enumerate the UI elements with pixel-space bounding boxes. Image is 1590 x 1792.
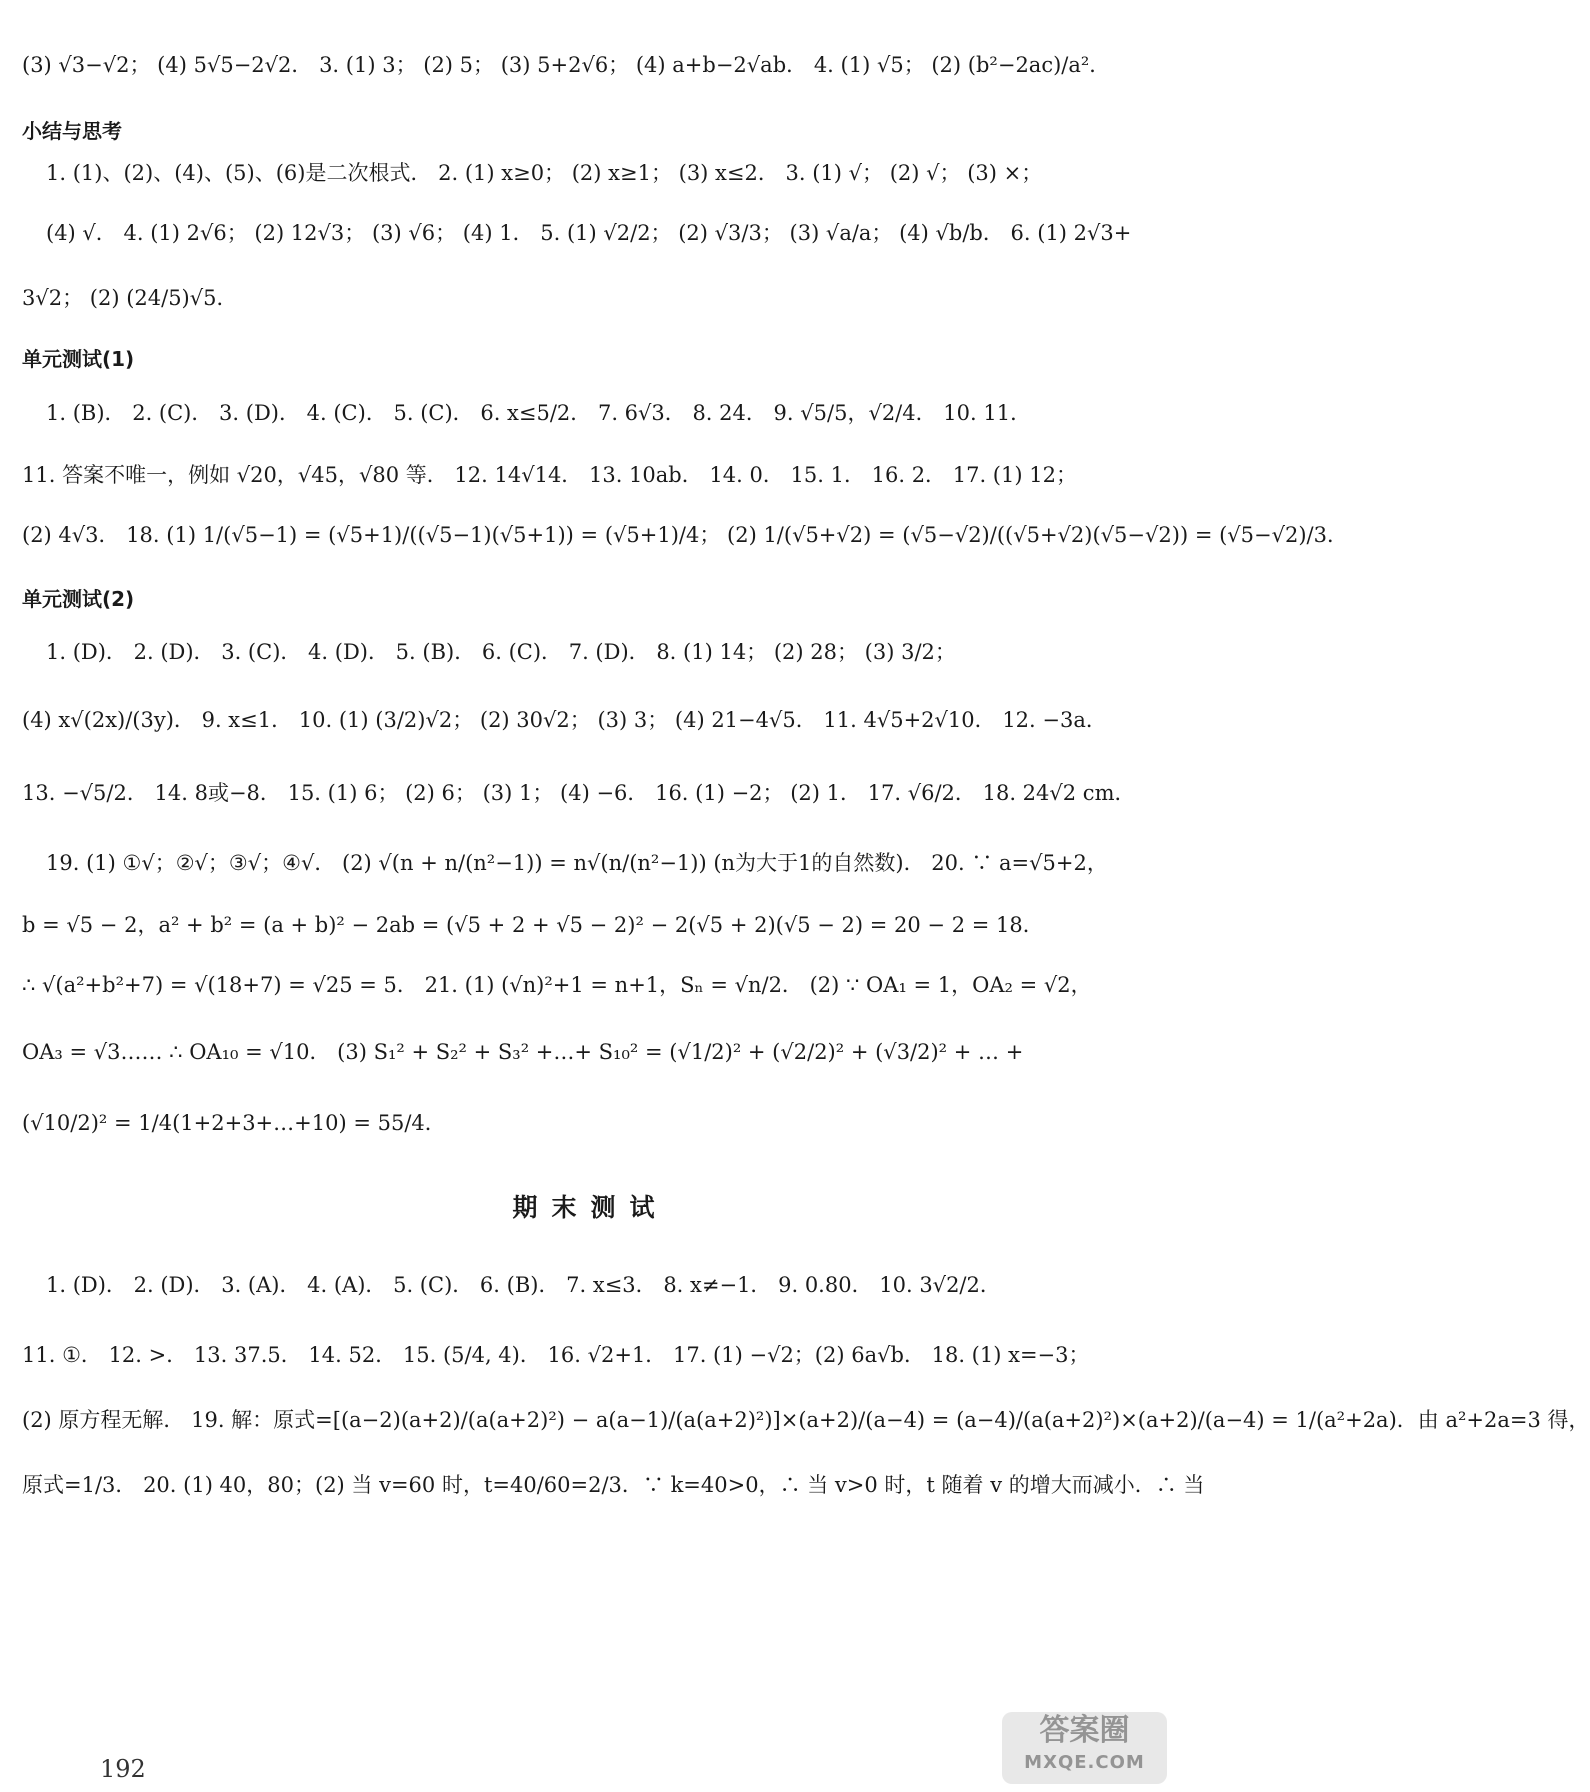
answer-line: 原式=1/3． 20. (1) 40，80；(2) 当 v=60 时，t=40/60=2/3．∵ k=40>0，∴ 当 v>0 时，t 随着 v 的增大而减小．∴ 当 <box>22 1473 1205 1497</box>
answer-line: (2) 4√3． 18. (1) 1/(√5−1) = (√5+1)/((√5−1)(√5+1)) = (√5+1)/4； (2) 1/(√5+√2) = (√5−√2)/((√5+√2)(√5−√2)) = (√5−√2)/3． <box>22 523 1348 547</box>
answer-line: 3√2； (2) (24/5)√5． <box>22 286 238 310</box>
answer-line: OA₃ = √3…… ∴ OA₁₀ = √10． (3) S₁² + S₂² + S₃² +…+ S₁₀² = (√1/2)² + (√2/2)² + (√3/2)² + … + <box>22 1040 1024 1064</box>
answer-line: b = √5 − 2，a² + b² = (a + b)² − 2ab = (√5 + 2 + √5 − 2)² − 2(√5 + 2)(√5 − 2) = 20 − 2 = 18． <box>22 913 1044 937</box>
answer-line: 1. (B)． 2. (C)． 3. (D)． 4. (C)． 5. (C)． 6. x≤5/2． 7. 6√3． 8. 24． 9. √5/5，√2/4． 10. 11． <box>46 401 1032 425</box>
section-heading-unit-test-2: 单元测试(2) <box>22 587 135 611</box>
answer-line: 13. −√5/2． 14. 8或−8． 15. (1) 6； (2) 6； (3) 1； (4) −6． 16. (1) −2； (2) 1． 17. √6/2． 18. 24√2 cm． <box>22 781 1136 805</box>
answer-line: (4) √． 4. (1) 2√6； (2) 12√3； (3) √6； (4) 1． 5. (1) √2/2； (2) √3/3； (3) √a/a； (4) √b/b． 6. (1) 2√3+ <box>46 221 1132 245</box>
answer-line: (4) x√(2x)/(3y)． 9. x≤1． 10. (1) (3/2)√2； (2) 30√2； (3) 3； (4) 21−4√5． 11. 4√5+2√10． 12. −3a． <box>22 708 1107 732</box>
section-title-final-test: 期末测试 <box>512 1193 669 1222</box>
page-number: 192 <box>100 1755 146 1783</box>
answer-line: 11. ①． 12. >． 13. 37.5． 14. 52． 15. (5/4, 4)． 16. √2+1． 17. (1) −√2；(2) 6a√b． 18. (1) x=−3； <box>22 1343 1090 1367</box>
answer-line: 1. (1)、(2)、(4)、(5)、(6)是二次根式． 2. (1) x≥0； (2) x≥1； (3) x≤2． 3. (1) √； (2) √； (3) ×； <box>46 161 1043 185</box>
answer-line: 1. (D)． 2. (D)． 3. (C)． 4. (D)． 5. (B)． 6. (C)． 7. (D)． 8. (1) 14； (2) 28； (3) 3/2； <box>46 640 956 664</box>
watermark-url: MXQE.COM <box>1024 1752 1145 1773</box>
watermark-text: 答案圈 <box>1039 1713 1130 1748</box>
answer-line: 19. (1) ①√；②√；③√；④√． (2) √(n + n/(n²−1)) = n√(n/(n²−1)) (n为大于1的自然数)． 20. ∵ a=√5+2， <box>46 851 1108 875</box>
answer-line: 1. (D)． 2. (D)． 3. (A)． 4. (A)． 5. (C)． 6. (B)． 7. x≤3． 8. x≠−1． 9. 0.80． 10. 3√2/2． <box>46 1273 1001 1297</box>
section-heading-summary: 小结与思考 <box>22 119 122 143</box>
answer-line: ∴ √(a²+b²+7) = √(18+7) = √25 = 5． 21. (1) (√n)²+1 = n+1，Sₙ = √n/2． (2) ∵ OA₁ = 1，OA₂ = √2， <box>22 973 1092 997</box>
section-heading-unit-test-1: 单元测试(1) <box>22 347 135 371</box>
watermark-logo <box>1002 1712 1167 1784</box>
answer-line: (√10/2)² = 1/4(1+2+3+…+10) = 55/4． <box>22 1111 446 1135</box>
answer-line: 11. 答案不唯一，例如 √20，√45，√80 等． 12. 14√14． 13. 10ab． 14. 0． 15. 1． 16. 2． 17. (1) 12； <box>22 463 1077 487</box>
answer-line: (2) 原方程无解． 19. 解：原式=[(a−2)(a+2)/(a(a+2)²) − a(a−1)/(a(a+2)²)]×(a+2)/(a−4) = (a−4)/(a(a+2)²)×(a+2)/(a−4) = 1/(a²+2a)．由 a²+2a=3 得， <box>22 1408 1590 1432</box>
answer-line: (3) √3−√2； (4) 5√5−2√2． 3. (1) 3； (2) 5； (3) 5+2√6； (4) a+b−2√ab． 4. (1) √5； (2) (b²−2ac)/a²． <box>22 53 1111 77</box>
